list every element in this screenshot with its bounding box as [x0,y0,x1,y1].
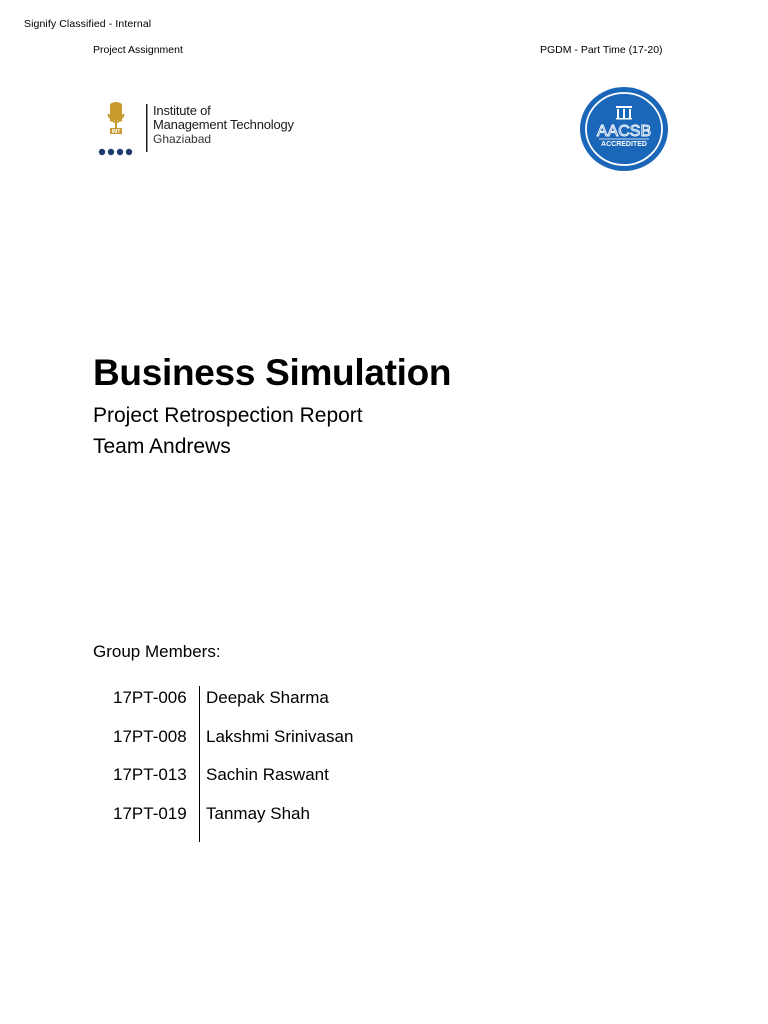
aacsb-seal-icon [579,86,669,172]
imt-line2: Management Technology [153,117,294,132]
member-row [113,765,413,804]
header-left-text: Project Assignment [93,44,183,56]
aacsb-text: AACSB [596,123,652,140]
member-id: 17PT-019 [113,803,187,823]
member-name: Deepak Sharma [206,688,329,707]
member-id: 17PT-008 [113,726,187,746]
member-name: Tanmay Shah [206,803,310,823]
member-id: 17PT-013 [113,765,187,784]
team-name: Team Andrews [93,435,231,458]
imt-line3: Ghaziabad [153,132,212,146]
member-row [113,688,413,727]
document-subtitle: Project Retrospection Report [93,404,363,427]
group-members-heading: Group Members: [93,642,221,661]
member-name: Sachin Raswant [206,765,329,784]
imt-logo-text [153,104,294,146]
member-row [113,727,413,766]
document-title: Business Simulation [93,352,452,393]
imt-line1: Institute of [153,103,211,118]
header-right-text: PGDM - Part Time (17-20) [540,44,663,56]
member-name: Lakshmi Srinivasan [206,726,354,746]
imt-emblem-icon [96,100,156,160]
member-id: 17PT-006 [113,688,187,707]
aacsb-subtext: ACCREDITED [601,141,647,148]
imt-emblem-text: IMT [111,129,121,135]
member-row [113,804,413,843]
members-list [113,688,413,842]
classification-label: Signify Classified - Internal [24,18,152,30]
